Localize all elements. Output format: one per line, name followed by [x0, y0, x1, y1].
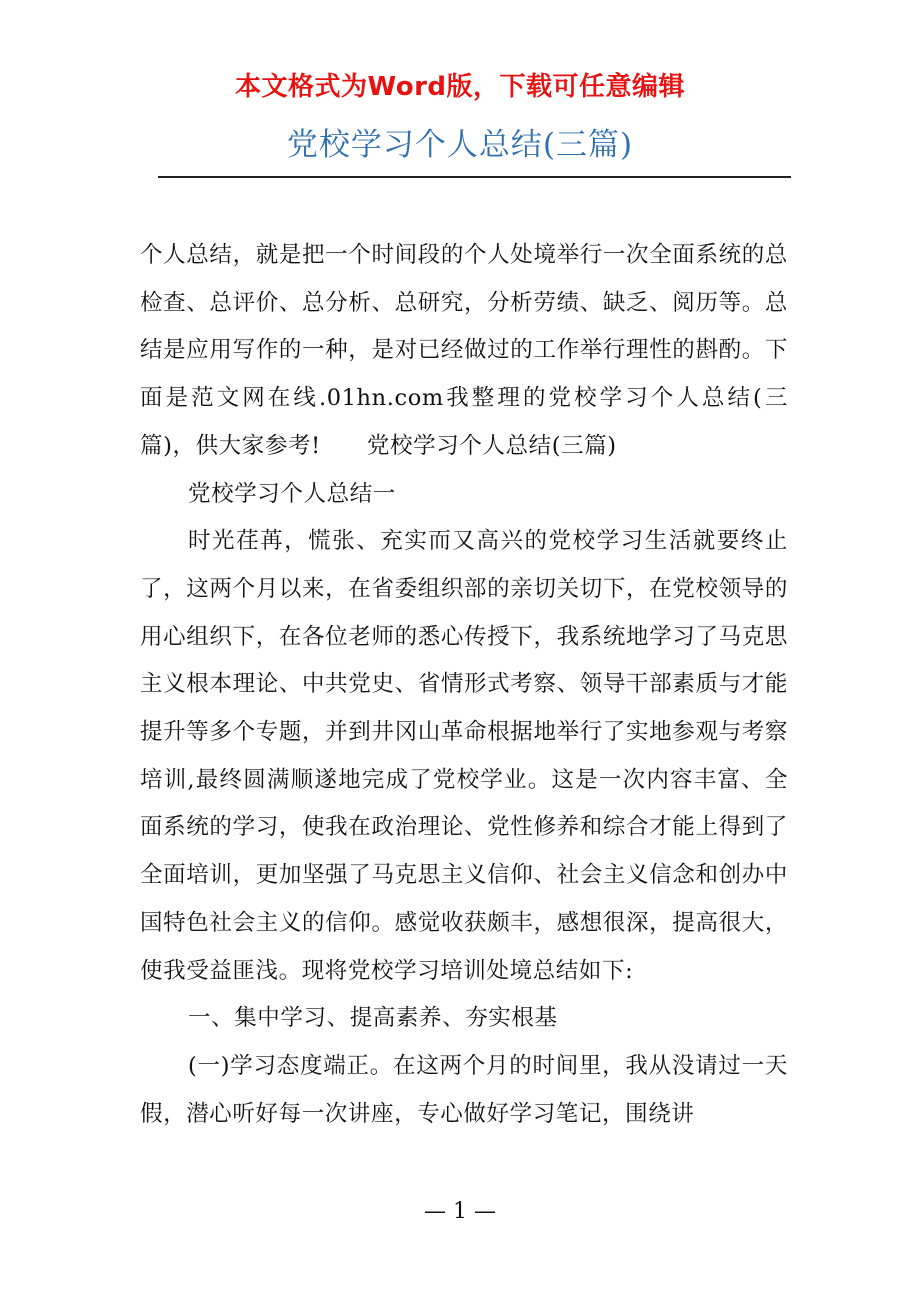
body-paragraph-study-attitude: (一)学习态度端正。在这两个月的时间里，我从没请过一天假，潜心听好每一次讲座，专心做好学习笔记，围绕讲	[140, 1052, 788, 1127]
document-title: 党校学习个人总结(三篇)	[286, 127, 634, 163]
page-number: — 1 —	[424, 1199, 496, 1224]
section-heading-part-one: 一、集中学习、提高素养、夯实根基	[188, 1005, 558, 1032]
section-heading-summary-one: 党校学习个人总结一	[188, 480, 396, 507]
document-body	[140, 232, 788, 1138]
format-notice-banner: 本文格式为Word版，下载可任意编辑	[234, 72, 686, 102]
body-paragraph: 时光荏苒，慌张、充实而又高兴的党校学习生活就要终止了，这两个月以来，在省委组织部的亲切关切下，在党校领导的用心组织下，在各位老师的悉心传授下，我系统地学习了马克思主义根本理论、中共党史、省情形式考察、领导干部素质与才能提升等多个专题，并到井冈山革命根据地举行了实地参观与考察培训,最终圆满顺遂地完成了党校学业。这是一次内容丰富、全面系统的学习，使我在政治理论、党性修养和综合才能上得到了全面培训，更加坚强了马克思主义信仰、社会主义信念和创办中国特色社会主义的信仰。感觉收获颇丰，感想很深，提高很大，使我受益匪浅。现将党校学习培训处境总结如下:	[140, 528, 788, 984]
intro-paragraph: 个人总结，就是把一个时间段的个人处境举行一次全面系统的总检查、总评价、总分析、总研究，分析劳绩、缺乏、阅历等。总结是应用写作的一种，是对已经做过的工作举行理性的斟酌。下面是范文网在线.01hn.com我整理的党校学习个人总结(三篇)，供大家参考! 党校学习个人总结(三篇)	[140, 242, 788, 459]
title-divider	[158, 176, 791, 178]
